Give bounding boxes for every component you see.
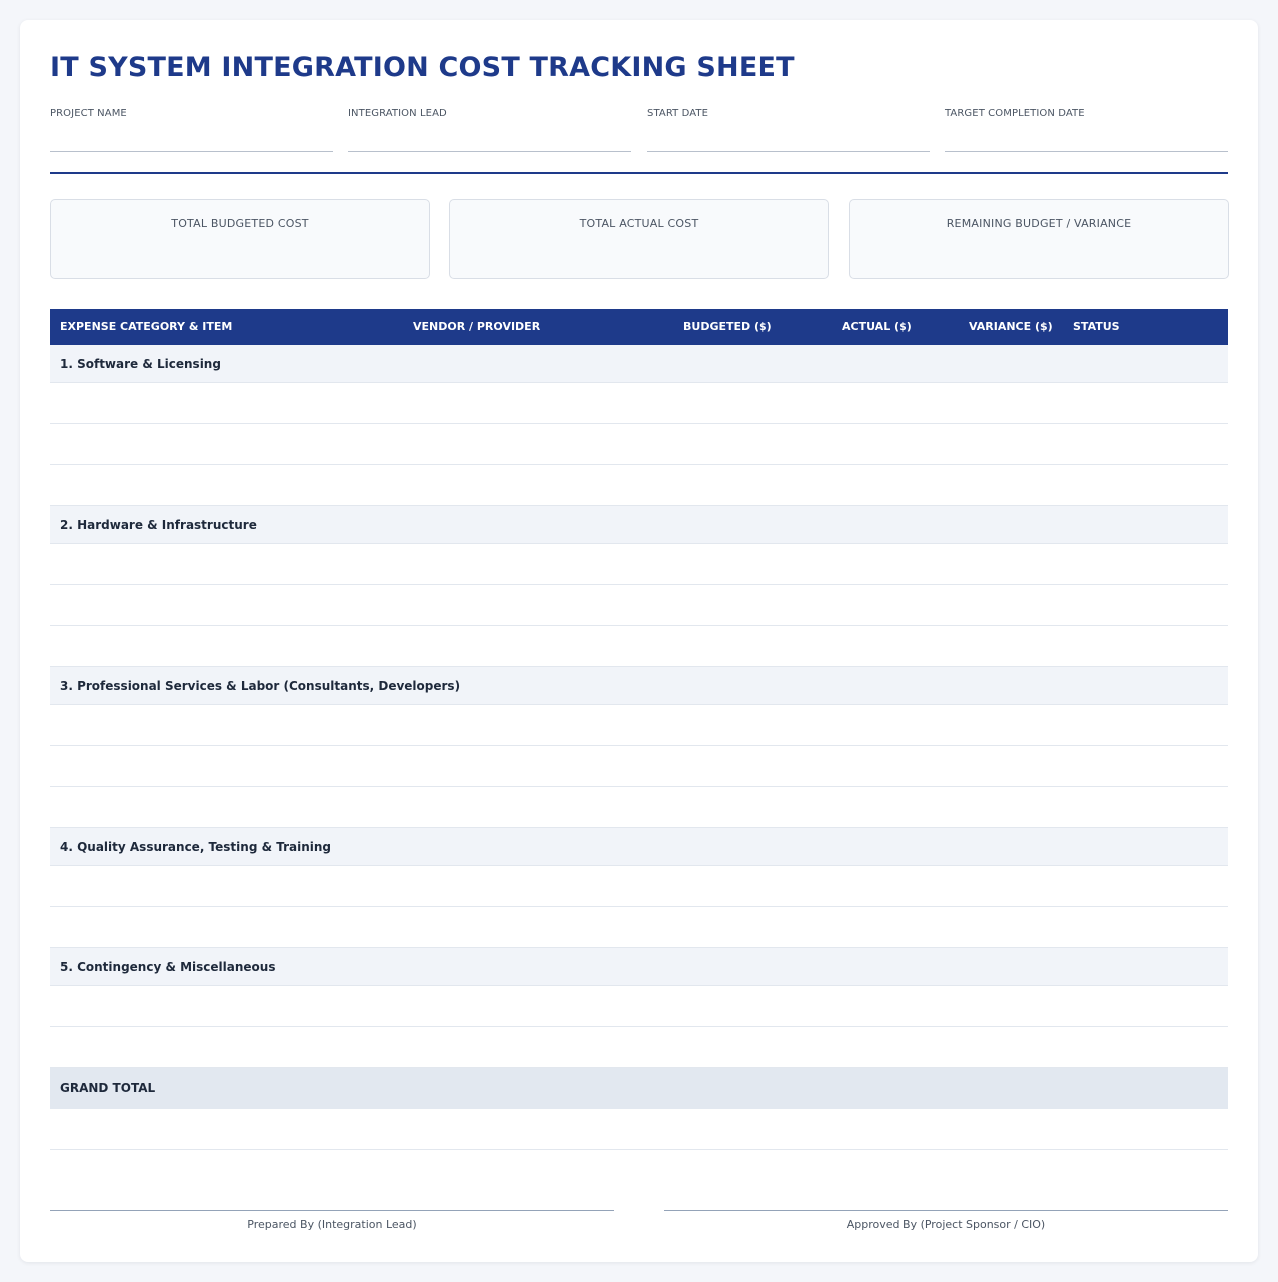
prepared-by-signature[interactable]: Prepared By (Integration Lead) xyxy=(50,1210,614,1231)
table-header xyxy=(50,309,1228,345)
category-row-professional-services: 3. Professional Services & Labor (Consultants, Developers) xyxy=(50,667,1228,705)
summary-actual-label: TOTAL ACTUAL COST xyxy=(579,217,699,230)
summary-remaining-card xyxy=(849,199,1229,279)
column-status: STATUS xyxy=(1073,320,1120,333)
integration-lead-label: INTEGRATION LEAD xyxy=(348,108,447,119)
integration-lead-value[interactable] xyxy=(348,127,631,143)
integration-lead-field[interactable] xyxy=(348,108,631,152)
table-row[interactable] xyxy=(50,866,1228,907)
table-row[interactable] xyxy=(50,705,1228,746)
project-name-field[interactable] xyxy=(50,108,333,152)
summary-remaining-label: REMAINING BUDGET / VARIANCE xyxy=(946,217,1132,230)
table-row[interactable] xyxy=(50,544,1228,585)
category-row-hardware: 2. Hardware & Infrastructure xyxy=(50,506,1228,544)
column-actual: ACTUAL ($) xyxy=(842,320,912,333)
summary-actual-card xyxy=(449,199,829,279)
column-variance: VARIANCE ($) xyxy=(969,320,1053,333)
start-date-label: START DATE xyxy=(647,108,709,119)
start-date-value[interactable] xyxy=(647,127,930,143)
table-row[interactable] xyxy=(50,424,1228,465)
summary-actual-value[interactable] xyxy=(450,238,828,258)
cost-tracking-sheet xyxy=(20,20,1258,1262)
category-row-contingency: 5. Contingency & Miscellaneous xyxy=(50,948,1228,986)
target-completion-field[interactable] xyxy=(945,108,1228,152)
summary-budgeted-value[interactable] xyxy=(51,238,429,258)
table-row[interactable] xyxy=(50,907,1228,948)
column-budgeted: BUDGETED ($) xyxy=(683,320,772,333)
table-row[interactable] xyxy=(50,746,1228,787)
header-divider xyxy=(50,172,1228,174)
summary-budgeted-card xyxy=(50,199,430,279)
category-row-software: 1. Software & Licensing xyxy=(50,345,1228,383)
project-name-label: PROJECT NAME xyxy=(50,108,127,119)
target-completion-label: TARGET COMPLETION DATE xyxy=(945,108,1085,119)
summary-budgeted-label: TOTAL BUDGETED COST xyxy=(171,217,309,230)
category-row-quality-assurance: 4. Quality Assurance, Testing & Training xyxy=(50,828,1228,866)
table-row[interactable] xyxy=(50,986,1228,1027)
column-vendor: VENDOR / PROVIDER xyxy=(413,320,541,333)
expense-table xyxy=(50,309,1228,1150)
target-completion-value[interactable] xyxy=(945,127,1228,143)
grand-total-row: GRAND TOTAL xyxy=(50,1068,1228,1109)
table-row[interactable] xyxy=(50,585,1228,626)
table-row[interactable] xyxy=(50,626,1228,667)
project-name-value[interactable] xyxy=(50,127,333,143)
start-date-field[interactable] xyxy=(647,108,930,152)
table-row[interactable] xyxy=(50,465,1228,506)
approved-by-signature[interactable]: Approved By (Project Sponsor / CIO) xyxy=(664,1210,1228,1231)
table-row[interactable] xyxy=(50,1027,1228,1068)
column-item: EXPENSE CATEGORY & ITEM xyxy=(60,320,233,333)
page-title: IT SYSTEM INTEGRATION COST TRACKING SHEET xyxy=(50,52,795,83)
table-row[interactable] xyxy=(50,1109,1228,1150)
summary-remaining-value[interactable] xyxy=(850,238,1228,258)
table-row[interactable] xyxy=(50,787,1228,828)
table-row[interactable] xyxy=(50,383,1228,424)
